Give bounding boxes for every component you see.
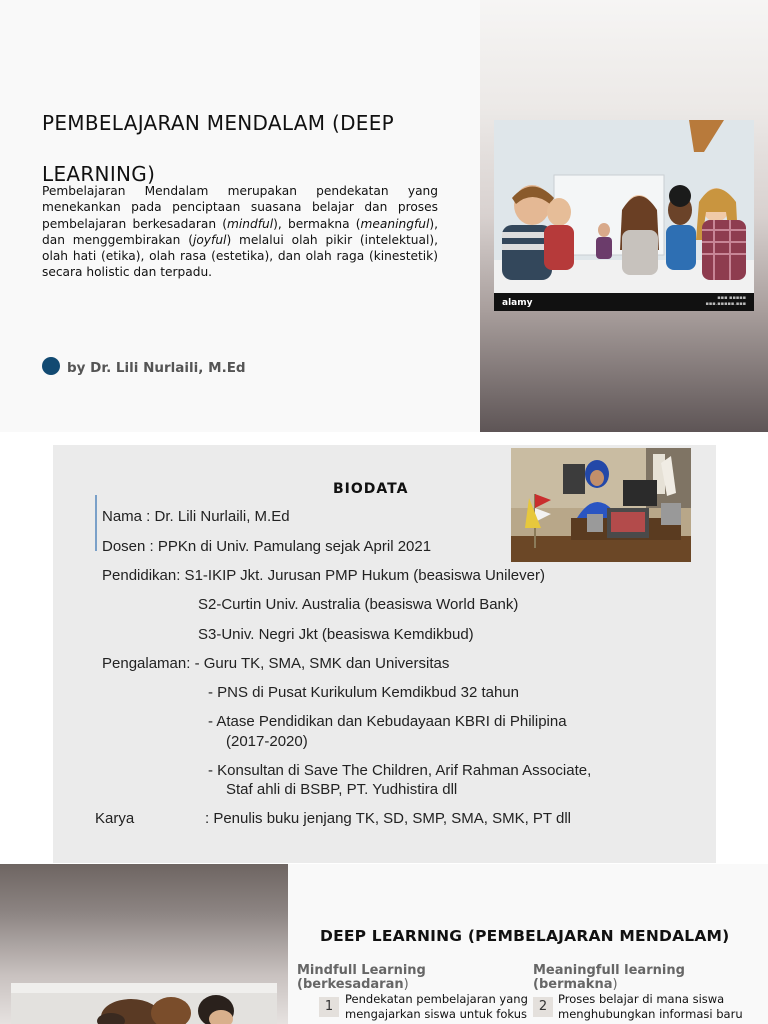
bio-pendidikan-s1: Pendidikan: S1-IKIP Jkt. Jurusan PMP Hukum (beasiswa Unilever) [102, 567, 545, 584]
meaningful-heading-line1: Meaningfull learning [533, 963, 685, 978]
biodata-panel [53, 445, 716, 863]
intro-em-joyful: joyful [192, 232, 227, 247]
bio-pengalaman-2: - PNS di Pusat Kurikulum Kemdikbud 32 tahun [208, 684, 519, 701]
meaningful-heading [533, 964, 685, 992]
office-illustration [511, 448, 691, 562]
intro-text: ), dan menggembirakan ( [42, 216, 438, 247]
step-number-2: 2 [533, 997, 553, 1017]
bio-pengalaman-4: - Konsultan di Save The Children, Arif Rahman Associate, [208, 762, 592, 779]
bio-dosen: Dosen : PPKn di Univ. Pamulang sejak April 2021 [102, 538, 432, 555]
deep-learning-gradient-panel [0, 864, 288, 1024]
mindful-description [345, 992, 528, 1022]
mindful-heading-line1: Mindfull Learning [297, 963, 426, 978]
mindful-heading [297, 964, 426, 992]
mindful-heading-line2: (berkesadaran [297, 977, 404, 992]
bio-pengalaman-3-years: (2017-2020) [226, 733, 308, 750]
intro-text: ) melalui olah pikir (intelektual), olah hati (etika), olah rasa (estetika), dan olah raga (kinestetik) secara holistic dan terpadu. [42, 232, 438, 280]
meaningful-heading-paren: ) [612, 977, 618, 992]
author-avatar [42, 357, 60, 375]
bio-karya-value: : Penulis buku jenjang TK, SD, SMP, SMA, SMK, PT dll [205, 810, 571, 827]
photo-caption-bar [494, 293, 754, 311]
meaningful-heading-line2: (bermakna [533, 977, 613, 992]
accent-rule [95, 495, 97, 551]
mindful-heading-paren: ) [403, 977, 409, 992]
classroom-illustration [494, 120, 754, 311]
meaningful-description-line2: menghubungkan informasi baru [558, 1007, 743, 1021]
bio-karya-label: Karya [95, 810, 135, 827]
students-photo [11, 983, 277, 1024]
bio-pengalaman-1: Pengalaman: - Guru TK, SMA, SMK dan Universitas [102, 655, 450, 672]
intro-em-meaningful: meaningful [360, 216, 430, 231]
slide-deep-learning [0, 864, 768, 1024]
meaningful-description-line1: Proses belajar di mana siswa [558, 992, 725, 1006]
alamy-logo: alamy [502, 298, 533, 308]
mindful-description-line2: mengajarkan siswa untuk fokus [345, 1007, 527, 1021]
intro-em-mindful: mindful [227, 216, 274, 231]
bio-pengalaman-3: - Atase Pendidikan dan Kebudayaan KBRI di Philipina [208, 713, 567, 730]
author-office-photo [511, 448, 691, 562]
deep-learning-title: DEEP LEARNING (PEMBELAJARAN MENDALAM) [320, 927, 730, 945]
students-illustration [11, 983, 277, 1024]
photo-watermark-id: ▪▪▪ ▪▪▪▪▪ ▪▪▪.▪▪▪▪▪.▪▪▪ [705, 295, 746, 307]
author-name: by Dr. Lili Nurlaili, M.Ed [67, 360, 246, 376]
step-number-1: 1 [319, 997, 339, 1017]
mindful-description-line1: Pendekatan pembelajaran yang [345, 992, 528, 1006]
slide-biodata [0, 432, 768, 864]
bio-name: Nama : Dr. Lili Nurlaili, M.Ed [102, 508, 290, 525]
classroom-photo [494, 120, 754, 311]
slide-title [0, 0, 768, 432]
intro-text: Pembelajaran Mendalam merupakan pendekatan yang menekankan pada penciptaan suasana belajar dan proses pembelajaran berkesadaran ( [42, 184, 438, 231]
bio-pengalaman-4-cont: Staf ahli di BSBP, PT. Yudhistira dll [226, 781, 458, 798]
bio-pendidikan-s3: S3-Univ. Negri Jkt (beasiswa Kemdikbud) [198, 626, 474, 643]
bio-pendidikan-s2: S2-Curtin Univ. Australia (beasiswa World Bank) [198, 596, 519, 613]
intro-text: ), bermakna ( [273, 216, 361, 231]
intro-paragraph [42, 183, 438, 281]
meaningful-description [558, 992, 743, 1022]
title-line-1: PEMBELAJARAN MENDALAM (DEEP [42, 111, 395, 135]
title-line-2: LEARNING) [42, 162, 156, 186]
biodata-heading: BIODATA [333, 481, 409, 497]
